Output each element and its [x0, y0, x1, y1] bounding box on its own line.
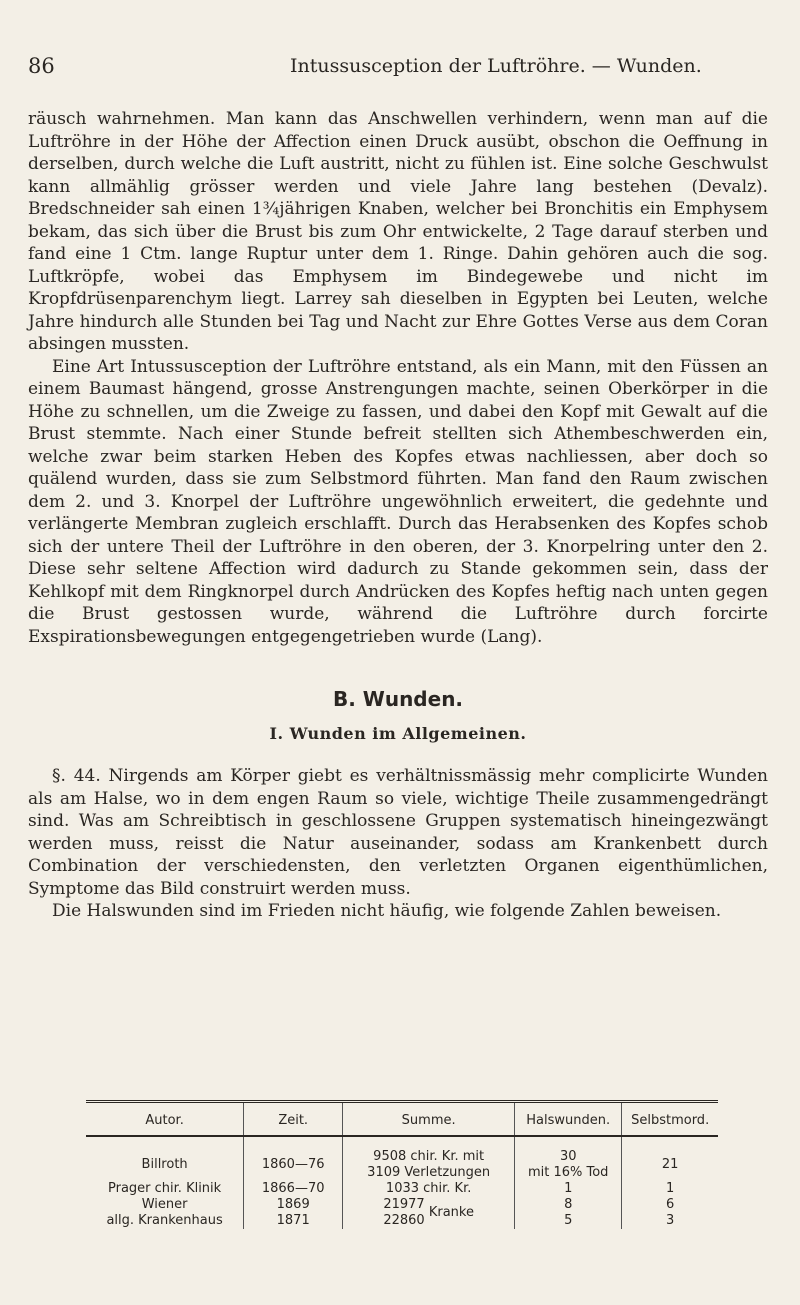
- cell-summe: 1033 chir. Kr.: [343, 1181, 515, 1197]
- cell-autor-line-2: allg. Krankenhaus: [106, 1213, 223, 1228]
- cell-autor: Billroth: [141, 1157, 188, 1172]
- header-halswunden: Halswunden.: [515, 1102, 622, 1137]
- header-selbstmord: Selbstmord.: [622, 1102, 718, 1137]
- running-title: Intussusception der Luftröhre. — Wunden.: [290, 55, 702, 77]
- table-row: [86, 1136, 718, 1181]
- cell-zeit: 1866—70: [244, 1181, 343, 1197]
- cell-summe-label: Kranke: [428, 1205, 474, 1220]
- cell-autor-line-1: Wiener: [141, 1197, 188, 1212]
- table-row: [86, 1181, 718, 1197]
- cell-halswunden: [515, 1136, 622, 1181]
- cell-summe-line-2: 22860: [383, 1213, 425, 1228]
- section-title: B. Wunden.: [332, 687, 464, 711]
- cell-zeit-line-1: 1869: [276, 1197, 310, 1212]
- paragraph-4: Die Halswunden sind im Frieden nicht häufig, wie folgende Zahlen beweisen.: [52, 901, 722, 921]
- cell-summe: [343, 1197, 515, 1229]
- table-row: [86, 1197, 718, 1229]
- cell-summe-line-1: 21977: [383, 1197, 425, 1212]
- header-summe: Summe.: [343, 1102, 515, 1137]
- page-number: 86: [28, 54, 55, 78]
- cell-autor: [86, 1197, 244, 1229]
- cell-halswunden: [515, 1197, 622, 1229]
- cell-selbstmord: 21: [622, 1136, 718, 1181]
- cell-halswunden-line-2: 5: [564, 1213, 573, 1228]
- cell-summe-line-1: 9508 chir. Kr. mit: [373, 1149, 485, 1164]
- cell-halswunden: 1: [515, 1181, 622, 1197]
- cell-summe-values: [383, 1197, 424, 1229]
- cell-zeit: [244, 1197, 343, 1229]
- cell-summe: [343, 1136, 515, 1181]
- table-header-row: [86, 1102, 718, 1137]
- body-text: [28, 108, 768, 923]
- header-zeit: Zeit.: [244, 1102, 343, 1137]
- cell-zeit: 1860—76: [244, 1136, 343, 1181]
- cell-autor: Prager chir. Klinik: [108, 1181, 222, 1196]
- statistics-table: [86, 1100, 718, 1229]
- cell-halswunden-line-1: 8: [564, 1197, 573, 1212]
- cell-halswunden-line-2: mit 16% Tod: [527, 1165, 609, 1180]
- cell-summe-line-2: 3109 Verletzungen: [367, 1165, 491, 1180]
- cell-zeit-line-2: 1871: [276, 1213, 310, 1228]
- cell-selbstmord-line-2: 3: [666, 1213, 675, 1228]
- subsection-title: I. Wunden im Allgemeinen.: [269, 723, 527, 743]
- paragraph-2: Eine Art Intussusception der Luftröhre entstand, als ein Mann, mit den Füssen an einem Baumast hängend, grosse Anstrengungen machte, seinen Oberkörper in die Höhe zu schnellen, um die Zweige zu fassen, und dabei den Kopf mit Gewalt auf die Brust stemmte. Nach einer Stunde befreit stellten sich Athembeschwerden ein, welche zwar beim starken Heben des Kopfes etwas nachliessen, aber doch so quälend wurden, dass sie zum Selbstmord führten. Man fand den Raum zwischen dem 2. und 3. Knorpel der Luftröhre ungewöhnlich erweitert, die gedehnte und verlängerte Membran zugleich erschlafft. Durch das Herabsenken des Kopfes schob sich der untere Theil der Luftröhre in den oberen, der 3. Knorpelring unter den 2. Diese sehr seltene Affection wird dadurch zu Stande gekommen sein, dass der Kehlkopf mit dem Ringknorpel durch Andrücken des Kopfes heftig nach unten gegen die Brust gestossen wurde, während die Luftröhre durch forcirte Exspirationsbewegungen entgegengetrieben wurde (Lang).: [28, 356, 768, 647]
- cell-selbstmord: [622, 1197, 718, 1229]
- paragraph-1: räusch wahrnehmen. Man kann das Anschwellen verhindern, wenn man auf die Luftröhre in der Höhe der Affection einen Druck ausübt, obschon die Oeffnung in derselben, durch welche die Luft austritt, nicht zu fühlen ist. Eine solche Geschwulst kann allmählig grösser werden und viele Jahre lang bestehen (Devalz). Bredschneider sah einen 1¾jährigen Knaben, welcher bei Bronchitis ein Emphysem bekam, das sich über die Brust bis zum Ohr entwickelte, 2 Tage darauf sterben und fand eine 1 Ctm. lange Ruptur unter dem 1. Ringe. Dahin gehören auch die sog. Luftkröpfe, wobei das Emphysem im Bindegewebe und nicht im Kropfdrüsenparenchym liegt. Larrey sah dieselben in Egypten bei Leuten, welche Jahre hindurch alle Stunden bei Tag und Nacht zur Ehre Gottes Verse aus dem Coran absingen mussten.: [28, 109, 768, 354]
- cell-selbstmord: 1: [622, 1181, 718, 1197]
- cell-selbstmord-line-1: 6: [666, 1197, 675, 1212]
- cell-halswunden-line-1: 30: [559, 1149, 577, 1164]
- header-autor: Autor.: [86, 1102, 244, 1137]
- paragraph-3: §. 44. Nirgends am Körper giebt es verhältnissmässig mehr complicirte Wunden als am Halse, wo in dem engen Raum so viele, wichtige Theile zusammengedrängt sind. Was am Schreibtisch in geschlossene Gruppen systematisch hineingezwängt werden muss, reisst die Natur auseinander, sodass am Krankenbett durch Combination der verschiedensten, den verletzten Organen eigenthümlichen, Symptome das Bild construirt werden muss.: [28, 766, 768, 899]
